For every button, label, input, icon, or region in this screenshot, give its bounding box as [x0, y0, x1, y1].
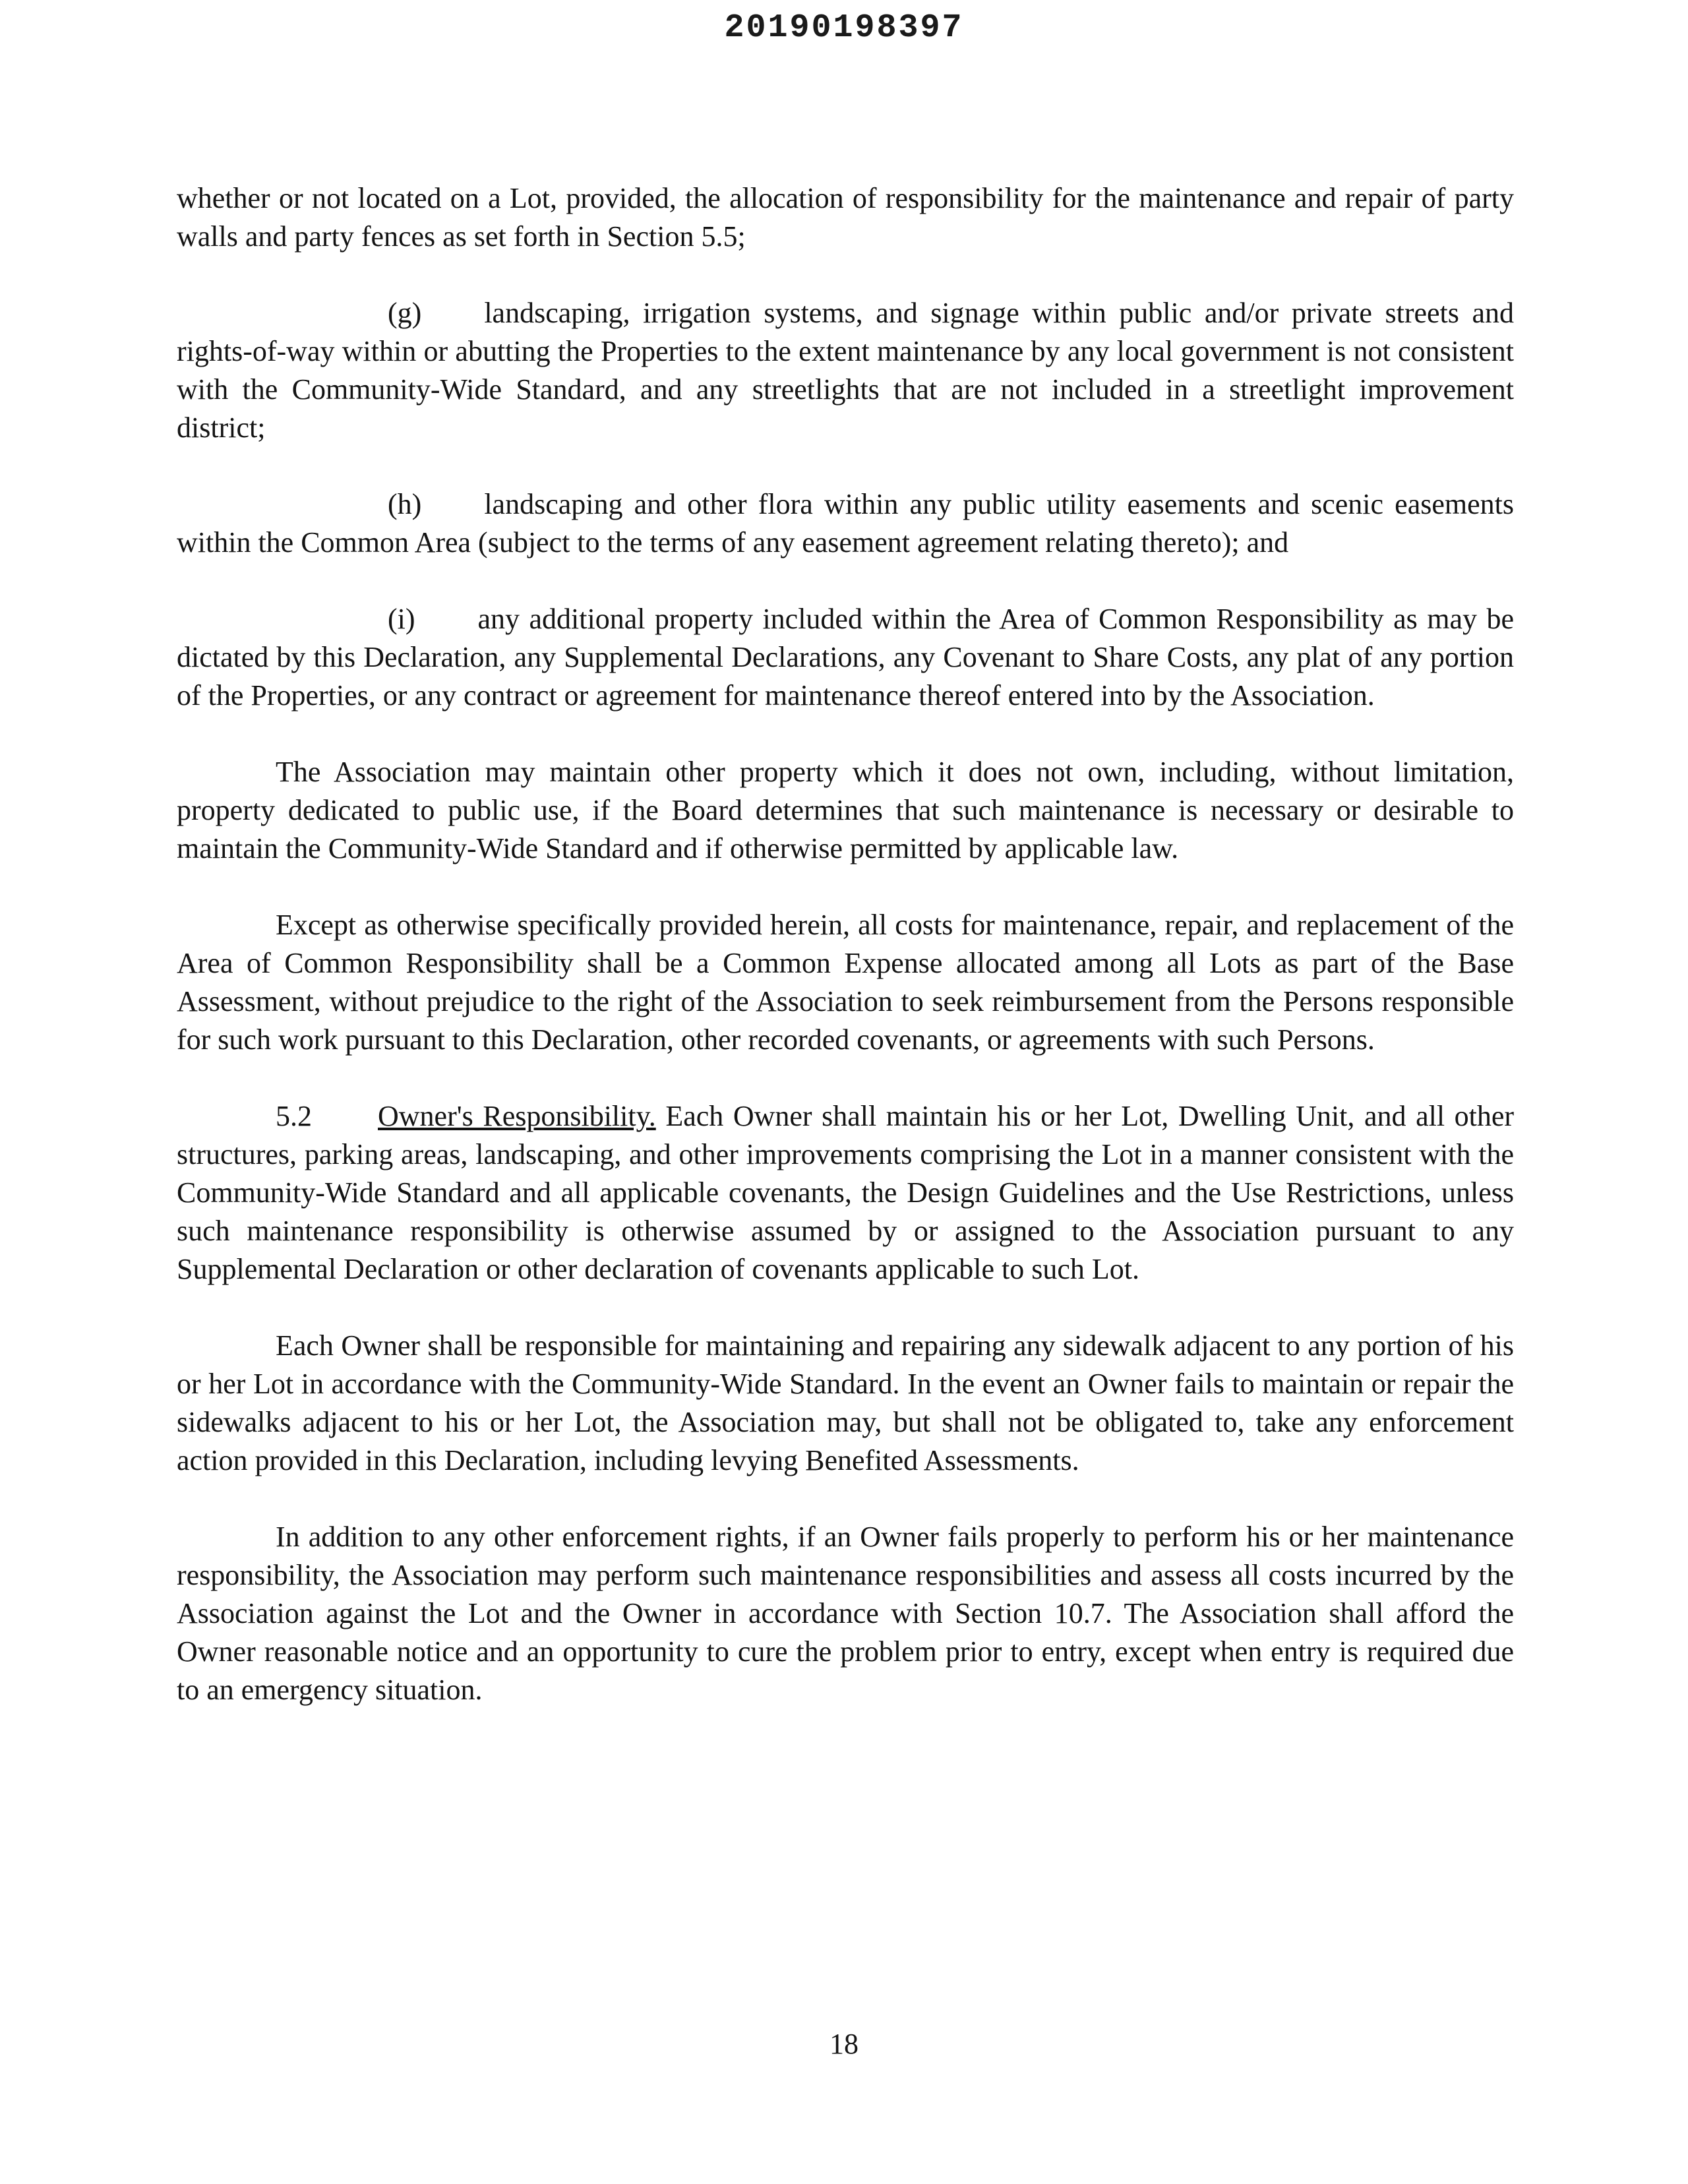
document-body — [177, 179, 1514, 1747]
paragraph-item-i — [177, 600, 1514, 715]
paragraph-item-h — [177, 485, 1514, 562]
item-text-i: any additional property included within the Area of Common Responsibility as may be dictated by this Declaration, any Supplemental Declarations, any Covenant to Share Costs, any plat of any portion of the Properties, or any contract or agreement for maintenance thereof entered into by the Association. — [177, 603, 1514, 712]
paragraph-sidewalk: Each Owner shall be responsible for maintaining and repairing any sidewalk adjacent to any portion of his or her Lot in accordance with the Community-Wide Standard. In the event an Owner fails to maintain or repair the sidewalks adjacent to his or her Lot, the Association may, but shall not be obligated to, take any enforcement action provided in this Declaration, including levying Benefited Assessments. — [177, 1329, 1514, 1476]
document-number-header: 20190198397 — [724, 9, 964, 47]
item-label-h: (h) — [388, 488, 422, 520]
section-heading: Owner's Responsibility. — [378, 1100, 656, 1132]
paragraph-item-g — [177, 294, 1514, 447]
paragraph-continuation: whether or not located on a Lot, provided, the allocation of responsibility for the maintenance and repair of party walls and party fences as set forth in Section 5.5; — [177, 182, 1514, 253]
page-number: 18 — [829, 2028, 859, 2060]
paragraph-costs: Except as otherwise specifically provided herein, all costs for maintenance, repair, and replacement of the Area of Common Responsibility shall be a Common Expense allocated among all Lots as part of the Base Assessment, without prejudice to the right of the Association to seek reimbursement from the Persons responsible for such work pursuant to this Declaration, other recorded covenants, or agreements with such Persons. — [177, 909, 1514, 1056]
paragraph-section-5-2 — [177, 1097, 1514, 1289]
section-text: Each Owner shall maintain his or her Lot, Dwelling Unit, and all other structures, parking areas, landscaping, and other improvements comprising the Lot in a manner consistent with the Community-Wide Standard and all applicable covenants, the Design Guidelines and the Use Restrictions, unless such maintenance responsibility is otherwise assumed by or assigned to the Association pursuant to any Supplemental Declaration or other declaration of covenants applicable to such Lot. — [177, 1100, 1515, 1285]
item-label-i: (i) — [388, 603, 415, 635]
section-number: 5.2 — [276, 1100, 312, 1132]
paragraph-association-maintain: The Association may maintain other property which it does not own, including, without limitation, property dedicated to public use, if the Board determines that such maintenance is necessary or desirable to maintain the Community-Wide Standard and if otherwise permitted by applicable law. — [177, 756, 1514, 864]
item-text-h: landscaping and other flora within any public utility easements and scenic easements within the Common Area (subject to the terms of any easement agreement relating thereto); and — [177, 488, 1514, 559]
item-text-g: landscaping, irrigation systems, and signage within public and/or private streets and rights-of-way within or abutting the Properties to the extent maintenance by any local government is not consistent with the Community-Wide Standard, and any streetlights that are not included in a streetlight improvement district; — [177, 297, 1514, 444]
item-label-g: (g) — [388, 297, 422, 329]
paragraph-enforcement: In addition to any other enforcement rights, if an Owner fails properly to perform his or her maintenance responsibility, the Association may perform such maintenance responsibilities and assess all costs incurred by the Association against the Lot and the Owner in accordance with Section 10.7. The Association shall afford the Owner reasonable notice and an opportunity to cure the problem prior to entry, except when entry is required due to an emergency situation. — [177, 1521, 1514, 1706]
